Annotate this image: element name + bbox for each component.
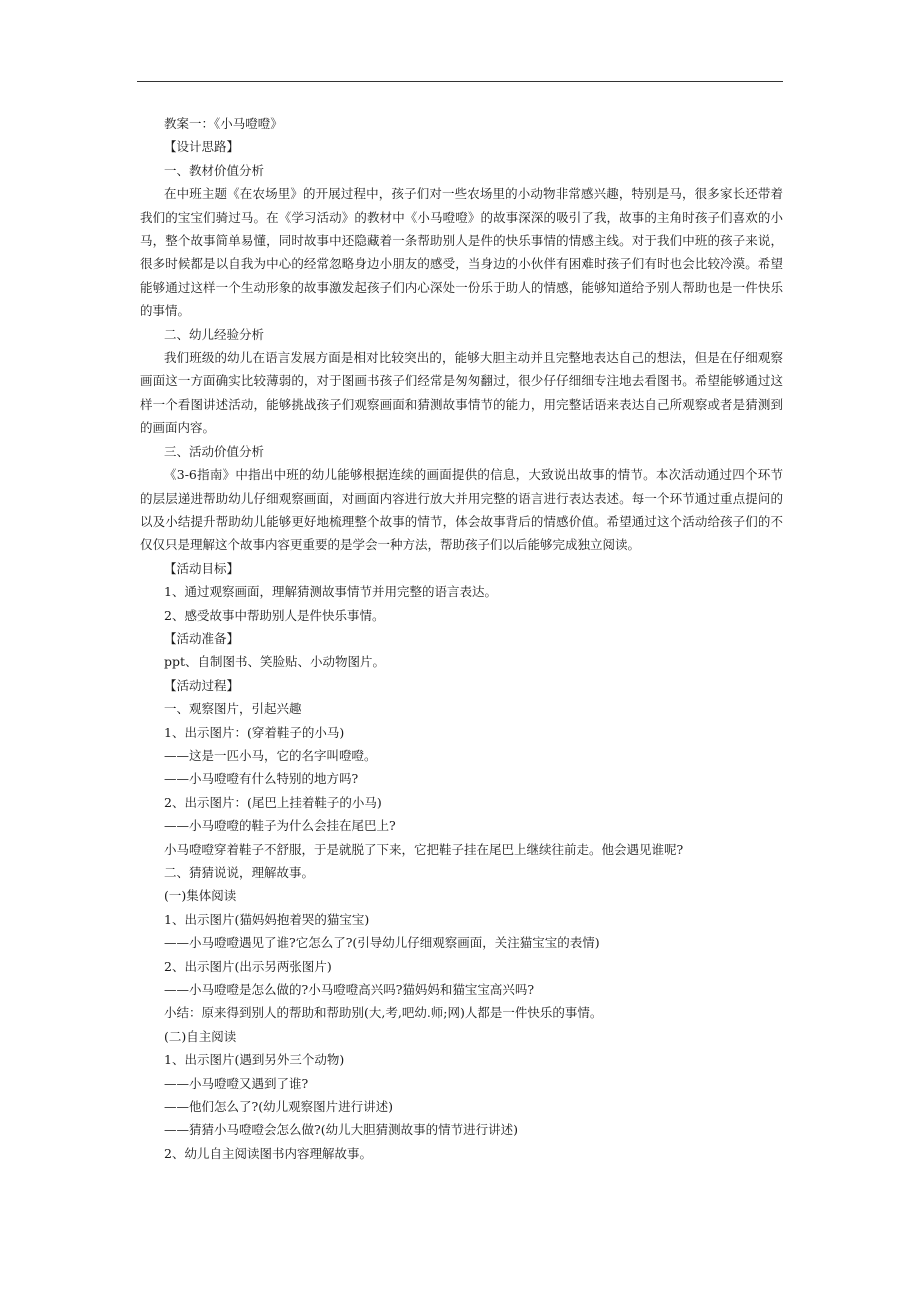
prep-item: ppt、自制图书、笑脸贴、小动物图片。 xyxy=(164,654,386,670)
process-line: 小马噔噔穿着鞋子不舒服，于是就脱了下来，它把鞋子挂在尾巴上继续往前走。他会遇见谁呢? xyxy=(164,841,684,857)
goal-item: 1、通过观察画面，理解猜测故事情节并用完整的语言表达。 xyxy=(164,584,497,600)
section-1-paragraph: 在中班主题《在农场里》的开展过程中，孩子们对一些农场里的小动物非常感兴趣，特别是马，很多家长还带着我们的宝宝们骑过马。在《学习活动》的教材中《小马噔噔》的故事深深的吸引了我，故事的主角时孩子们喜欢的小马，整个故事简单易懂，同时故事中还隐藏着一条帮助别人是件的快乐事情的情感主线。对于我们中班的孩子来说，很多时候都是以自我为中心的经常忽略身边小朋友的感受，当身边的小伙伴有困难时孩子们有时也会比较冷漠。希望能够通过这样一个生动形象的故事激发起孩子们内心深处一份乐于助人的情感，能够知道给予别人帮助也是一件快乐的事情。 xyxy=(140,186,783,319)
process-line: 1、出示图片(遇到另外三个动物) xyxy=(164,1052,345,1068)
process-line: 2、幼儿自主阅读图书内容理解故事。 xyxy=(164,1145,372,1161)
process-line: ——小马噔噔遇见了谁?它怎么了?(引导幼儿仔细观察画面，关注猫宝宝的表情) xyxy=(164,935,600,951)
process-line: 一、观察图片，引起兴趣 xyxy=(164,701,302,717)
section-2-paragraph: 我们班级的幼儿在语言发展方面是相对比较突出的，能够大胆主动并且完整地表达自己的想法，但是在仔细观察画面这一方面确实比较薄弱的，对于图画书孩子们经常是匆匆翻过，很少仔仔细细专注地去看图书。希望能够通过这样一个看图讲述活动，能够挑战孩子们观察画面和猜测故事情节的能力，用完整话语来表达自己所观察或者是猜测到的画面内容。 xyxy=(140,350,783,436)
section-3-paragraph: 《3-6指南》中指出中班的幼儿能够根据连续的画面提供的信息，大致说出故事的情节。本次活动通过四个环节的层层递进帮助幼儿仔细观察画面，对画面内容进行放大并用完整的语言进行表达表述。每一个环节通过重点提问的以及小结提升帮助幼儿能够更好地梳理整个故事的情节，体会故事背后的情感价值。希望通过这个活动给孩子们的不仅仅只是理解这个故事内容更重要的是学会一种方法，帮助孩子们以后能够完成独立阅读。 xyxy=(140,467,783,553)
process-line: ——猜猜小马噔噔会怎么做?(幼儿大胆猜测故事的情节进行讲述) xyxy=(164,1122,518,1138)
section-1-heading: 一、教材价值分析 xyxy=(164,162,265,178)
process-line: (一)集体阅读 xyxy=(164,888,237,904)
doc-title: 教案一：《小马噔噔》 xyxy=(164,116,283,131)
process-line: ——小马噔噔又遇到了谁? xyxy=(164,1075,309,1091)
process-line: (二)自主阅读 xyxy=(164,1028,237,1044)
process-line: ——小马噔噔的鞋子为什么会挂在尾巴上? xyxy=(164,818,396,834)
design-heading: 【设计思路】 xyxy=(164,139,240,155)
process-line: ——这是一匹小马，它的名字叫噔噔。 xyxy=(164,747,377,763)
process-line: 1、出示图片：(穿着鞋子的小马) xyxy=(164,724,345,740)
process-heading: 【活动过程】 xyxy=(164,677,240,693)
section-2-heading: 二、幼儿经验分析 xyxy=(164,326,265,342)
document-body xyxy=(140,112,783,1165)
process-line: 二、猜猜说说，理解故事。 xyxy=(164,865,315,880)
header-rule xyxy=(137,81,783,82)
process-line: ——小马噔噔是怎么做的?小马噔噔高兴吗?猫妈妈和猫宝宝高兴吗? xyxy=(164,982,535,998)
process-line: ——小马噔噔有什么特别的地方吗? xyxy=(164,771,359,787)
process-line: ——他们怎么了?(幼儿观察图片进行讲述) xyxy=(164,1099,393,1115)
goal-heading: 【活动目标】 xyxy=(164,560,240,576)
prep-heading: 【活动准备】 xyxy=(164,630,240,646)
process-line: 小结：原来得到别人的帮助和帮助别(大,考,吧幼.师;网)人都是一件快乐的事情。 xyxy=(164,1005,603,1021)
goal-item: 2、感受故事中帮助别人是件快乐事情。 xyxy=(164,607,385,623)
process-line: 2、出示图片(出示另两张图片) xyxy=(164,958,332,974)
section-3-heading: 三、活动价值分析 xyxy=(164,443,265,459)
process-line: 1、出示图片(猫妈妈抱着哭的猫宝宝) xyxy=(164,911,370,927)
process-line: 2、出示图片：(尾巴上挂着鞋子的小马) xyxy=(164,794,382,810)
